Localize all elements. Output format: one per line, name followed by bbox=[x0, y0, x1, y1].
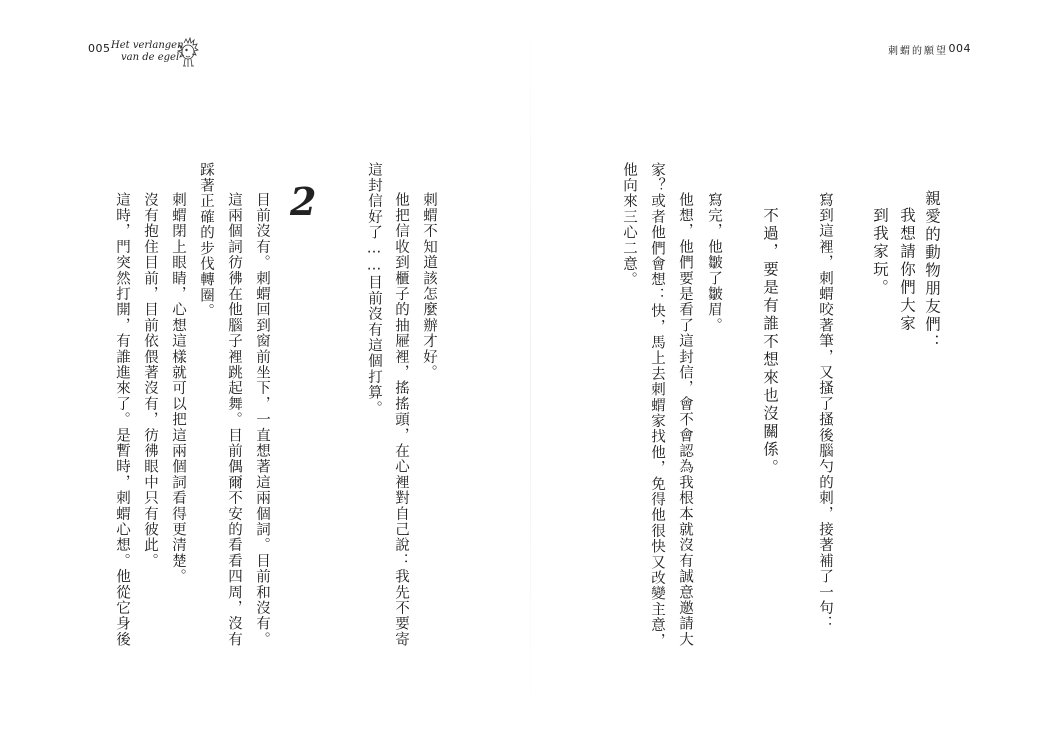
letter-line: 到我家玩。 bbox=[871, 207, 889, 297]
paragraph: 寫到這裡，刺蝟咬著筆，又搔了搔後腦勺的刺，接著補了一句： bbox=[817, 192, 833, 632]
hedgehog-illustration-icon bbox=[176, 37, 202, 69]
paragraph: 寫完，他皺了皺眉。 bbox=[706, 192, 722, 334]
chapter-number: 2 bbox=[290, 179, 317, 224]
paragraph-line: 他想，他們要是看了這封信，會不會認為我根本就沒有誠意邀請大 bbox=[677, 192, 693, 648]
paragraph-line: 目前沒有。刺蝟回到窗前坐下，一直想著這兩個詞。目前和沒有。 bbox=[254, 192, 270, 648]
letter-addendum: 不過，要是有誰不想來也沒關係。 bbox=[761, 207, 779, 477]
book-title-line2: van de egel bbox=[121, 52, 180, 63]
book-title-line1: Het verlangen bbox=[111, 40, 184, 51]
paragraph-line: 踩著正確的步伐轉圈。 bbox=[198, 162, 214, 319]
left-page-number: 005 bbox=[88, 42, 111, 55]
paragraph-line: 沒有抱住目前，目前依偎著沒有，彷彿眼中只有彼此。 bbox=[142, 192, 158, 569]
paragraph-line: 他把信收到櫃子的抽屜裡，搖搖頭，在心裡對自己說：我先不要寄 bbox=[393, 192, 409, 648]
paragraph-line: 這時，門突然打開，有誰進來了。是暫時，刺蝟心想。他從它身後 bbox=[114, 192, 130, 648]
right-page-number: 004 bbox=[948, 42, 971, 55]
paragraph-line: 這封信好了……目前沒有這個打算。 bbox=[366, 162, 382, 417]
paragraph: 刺蝟不知道該怎麼辦才好。 bbox=[421, 192, 437, 381]
right-running-header: 刺蝟的願望 bbox=[888, 46, 948, 57]
paragraph-line: 刺蝟閉上眼睛，心想這樣就可以把這兩個詞看得更清楚。 bbox=[170, 192, 186, 585]
page-gutter bbox=[530, 0, 531, 735]
letter-salutation: 親愛的動物朋友們： bbox=[923, 190, 941, 352]
paragraph-line: 家？或者他們會想：快，馬上去刺蝟家找他，免得他很快又改變主意， bbox=[649, 162, 665, 649]
letter-line: 我想請你們大家 bbox=[898, 207, 916, 333]
paragraph-line: 他向來三心二意。 bbox=[621, 162, 637, 288]
left-running-header bbox=[111, 40, 184, 64]
paragraph-line: 這兩個詞彷彿在他腦子裡跳起舞。目前偶爾不安的看看四周，沒有 bbox=[226, 192, 242, 648]
